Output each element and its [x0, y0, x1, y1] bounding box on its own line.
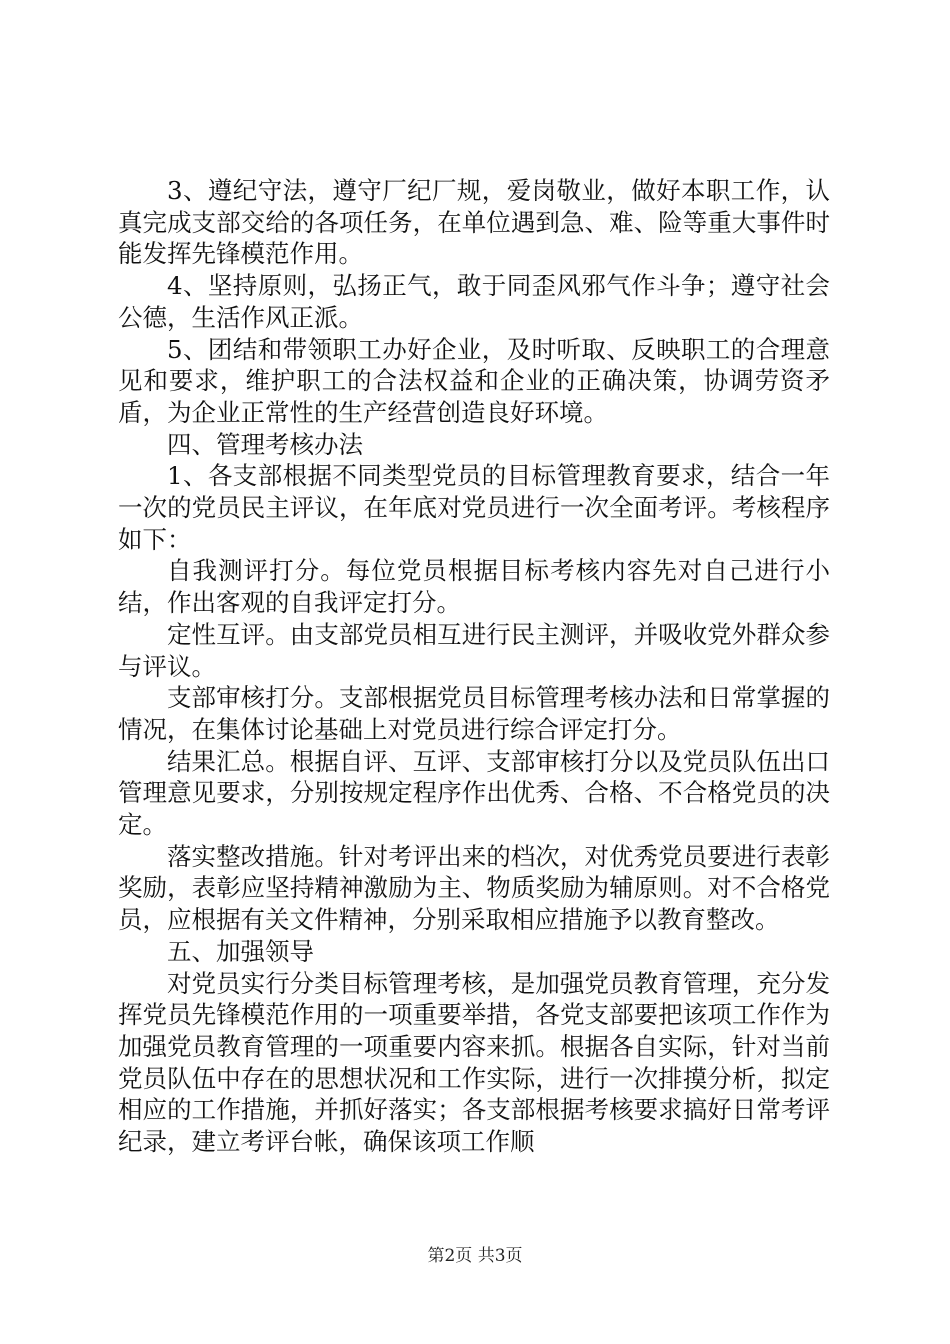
section-heading: 五、加强领导 — [167, 936, 314, 966]
paragraph: 1、各支部根据不同类型党员的目标管理教育要求，结合一年一次的党员民主评议，在年底对党员进行一次全面考评。考核程序如下： — [118, 461, 830, 554]
paragraph: 3、遵纪守法，遵守厂纪厂规，爱岗敬业，做好本职工作，认真完成支部交给的各项任务，在单位遇到急、难、险等重大事件时能发挥先锋模范作用。 — [118, 176, 830, 269]
paragraph: 4、坚持原则，弘扬正气，敢于同歪风邪气作斗争；遵守社会公德，生活作风正派。 — [118, 271, 830, 332]
paragraph: 结果汇总。根据自评、互评、支部审核打分以及党员队伍出口管理意见要求，分别按规定程序作出优秀、合格、不合格党员的决定。 — [118, 746, 830, 840]
paragraph: 对党员实行分类目标管理考核，是加强党员教育管理，充分发挥党员先锋模范作用的一项重要举措，各党支部要把该项工作作为加强党员教育管理的一项重要内容来抓。根据各自实际，针对当前党员队伍中存在的思想状况和工作实际，进行一次排摸分析，拟定相应的工作措施，并抓好落实；各支部根据考核要求搞好日常考评纪录，建立考评台帐，确保该项工作顺 — [118, 968, 830, 1157]
paragraph: 定性互评。由支部党员相互进行民主测评，并吸收党外群众参与评议。 — [118, 619, 830, 681]
paragraph: 自我测评打分。每位党员根据目标考核内容先对自己进行小结，作出客观的自我评定打分。 — [118, 556, 830, 618]
paragraph: 支部审核打分。支部根据党员目标管理考核办法和日常掌握的情况，在集体讨论基础上对党员进行综合评定打分。 — [118, 683, 830, 744]
page-number-footer: 第2页 共3页 — [427, 1246, 523, 1266]
document-body — [118, 175, 830, 1158]
section-heading: 四、管理考核办法 — [167, 429, 363, 459]
paragraph: 落实整改措施。针对考评出来的档次，对优秀党员要进行表彰奖励，表彰应坚持精神激励为主、物质奖励为辅原则。对不合格党员，应根据有关文件精神，分别采取相应措施予以教育整改。 — [118, 841, 830, 935]
paragraph: 5、团结和带领职工办好企业，及时听取、反映职工的合理意见和要求，维护职工的合法权益和企业的正确决策，协调劳资矛盾，为企业正常性的生产经营创造良好环境。 — [118, 334, 830, 427]
